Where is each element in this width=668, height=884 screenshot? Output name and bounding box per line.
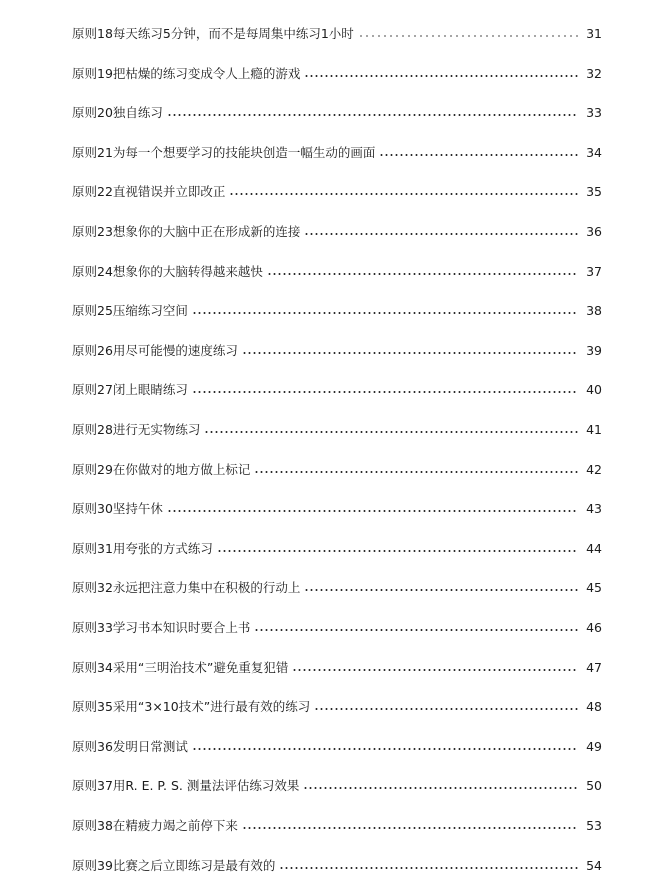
- toc-entry: [72, 376, 602, 398]
- toc-entry: [72, 20, 602, 42]
- dot-leader: [204, 431, 578, 433]
- dot-leader: [229, 193, 578, 195]
- toc-entry-page: 36: [586, 224, 602, 239]
- toc-entry-page: 40: [586, 382, 602, 397]
- toc-entry: [72, 772, 602, 794]
- toc-entry-page: 34: [586, 145, 602, 160]
- toc-entry-page: 50: [586, 778, 602, 793]
- toc-entry-page: 31: [586, 26, 602, 41]
- dot-leader: [167, 510, 578, 512]
- toc-entry-page: 43: [586, 501, 602, 516]
- toc-entry-title: 原则32永远把注意力集中在积极的行动上: [72, 580, 301, 595]
- toc-entry-title: 原则22直视错误并立即改正: [72, 184, 226, 199]
- toc-entry-title: 原则36发明日常测试: [72, 739, 188, 754]
- toc-entry: [72, 416, 602, 438]
- toc-entry-title: 原则19把枯燥的练习变成令人上瘾的游戏: [72, 66, 301, 81]
- toc-entry-page: 32: [586, 66, 602, 81]
- toc-entry-page: 47: [586, 660, 602, 675]
- toc-entry-title: 原则21为每一个想要学习的技能块创造一幅生动的画面: [72, 145, 376, 160]
- toc-entry-page: 35: [586, 184, 602, 199]
- toc-entry-title: 原则37用R. E. P. S. 测量法评估练习效果: [72, 778, 300, 793]
- dot-leader: [379, 154, 578, 156]
- toc-entry-page: 49: [586, 739, 602, 754]
- toc-entry: [72, 495, 602, 517]
- toc-entry-title: 原则30坚持午休: [72, 501, 163, 516]
- dot-leader: [314, 708, 578, 710]
- toc-entry-title: 原则33学习书本知识时要合上书: [72, 620, 251, 635]
- toc-entry: [72, 258, 602, 280]
- toc-entry-page: 41: [586, 422, 602, 437]
- toc-entry: [72, 693, 602, 715]
- toc-entry-page: 44: [586, 541, 602, 556]
- toc-entry-title: 原则23想象你的大脑中正在形成新的连接: [72, 224, 301, 239]
- toc-entry-page: 38: [586, 303, 602, 318]
- dot-leader: [254, 471, 578, 473]
- dot-leader: [358, 35, 578, 37]
- toc-entry: [72, 456, 602, 478]
- toc-entry-title: 原则28进行无实物练习: [72, 422, 201, 437]
- toc-entry: [72, 535, 602, 557]
- dot-leader: [303, 787, 578, 789]
- toc-entry: [72, 852, 602, 874]
- toc-entry-title: 原则27闭上眼睛练习: [72, 382, 188, 397]
- dot-leader: [304, 233, 578, 235]
- toc-entry-page: 33: [586, 105, 602, 120]
- toc-entry-title: 原则34采用“三明治技术”避免重复犯错: [72, 660, 289, 675]
- toc-entry-page: 46: [586, 620, 602, 635]
- toc-entry-title: 原则31用夸张的方式练习: [72, 541, 213, 556]
- dot-leader: [167, 114, 578, 116]
- dot-leader: [304, 75, 578, 77]
- toc-entry-page: 45: [586, 580, 602, 595]
- toc-entry-title: 原则39比赛之后立即练习是最有效的: [72, 858, 276, 873]
- dot-leader: [279, 867, 578, 869]
- dot-leader: [304, 589, 578, 591]
- toc-entry: [72, 733, 602, 755]
- dot-leader: [192, 748, 578, 750]
- dot-leader: [242, 827, 578, 829]
- toc-entry-title: 原则26用尽可能慢的速度练习: [72, 343, 238, 358]
- toc-entry: [72, 812, 602, 834]
- toc-entry: [72, 297, 602, 319]
- toc-entry: [72, 614, 602, 636]
- toc-entry-title: 原则35采用“3×10技术”进行最有效的练习: [72, 699, 311, 714]
- toc-entry: [72, 99, 602, 121]
- toc-entry: [72, 178, 602, 200]
- dot-leader: [217, 550, 578, 552]
- toc-entry-page: 54: [586, 858, 602, 873]
- toc-entry-page: 42: [586, 462, 602, 477]
- toc-entry-title: 原则24想象你的大脑转得越来越快: [72, 264, 263, 279]
- toc-entry: [72, 218, 602, 240]
- dot-leader: [192, 391, 578, 393]
- toc-entry-title: 原则20独自练习: [72, 105, 163, 120]
- toc-entry: [72, 337, 602, 359]
- toc-entry-title: 原则29在你做对的地方做上标记: [72, 462, 251, 477]
- toc-entry-page: 53: [586, 818, 602, 833]
- dot-leader: [267, 273, 578, 275]
- toc-entry-title: 原则18每天练习5分钟，而不是每周集中练习1小时: [72, 26, 354, 41]
- dot-leader: [254, 629, 578, 631]
- dot-leader: [192, 312, 578, 314]
- toc-entry-title: 原则25压缩练习空间: [72, 303, 188, 318]
- toc-entry-title: 原则38在精疲力竭之前停下来: [72, 818, 238, 833]
- toc-entry: [72, 60, 602, 82]
- toc-entry: [72, 139, 602, 161]
- toc-entry: [72, 574, 602, 596]
- toc-entry: [72, 654, 602, 676]
- dot-leader: [292, 669, 578, 671]
- toc-entry-page: 39: [586, 343, 602, 358]
- dot-leader: [242, 352, 578, 354]
- toc-entry-page: 48: [586, 699, 602, 714]
- toc-entry-page: 37: [586, 264, 602, 279]
